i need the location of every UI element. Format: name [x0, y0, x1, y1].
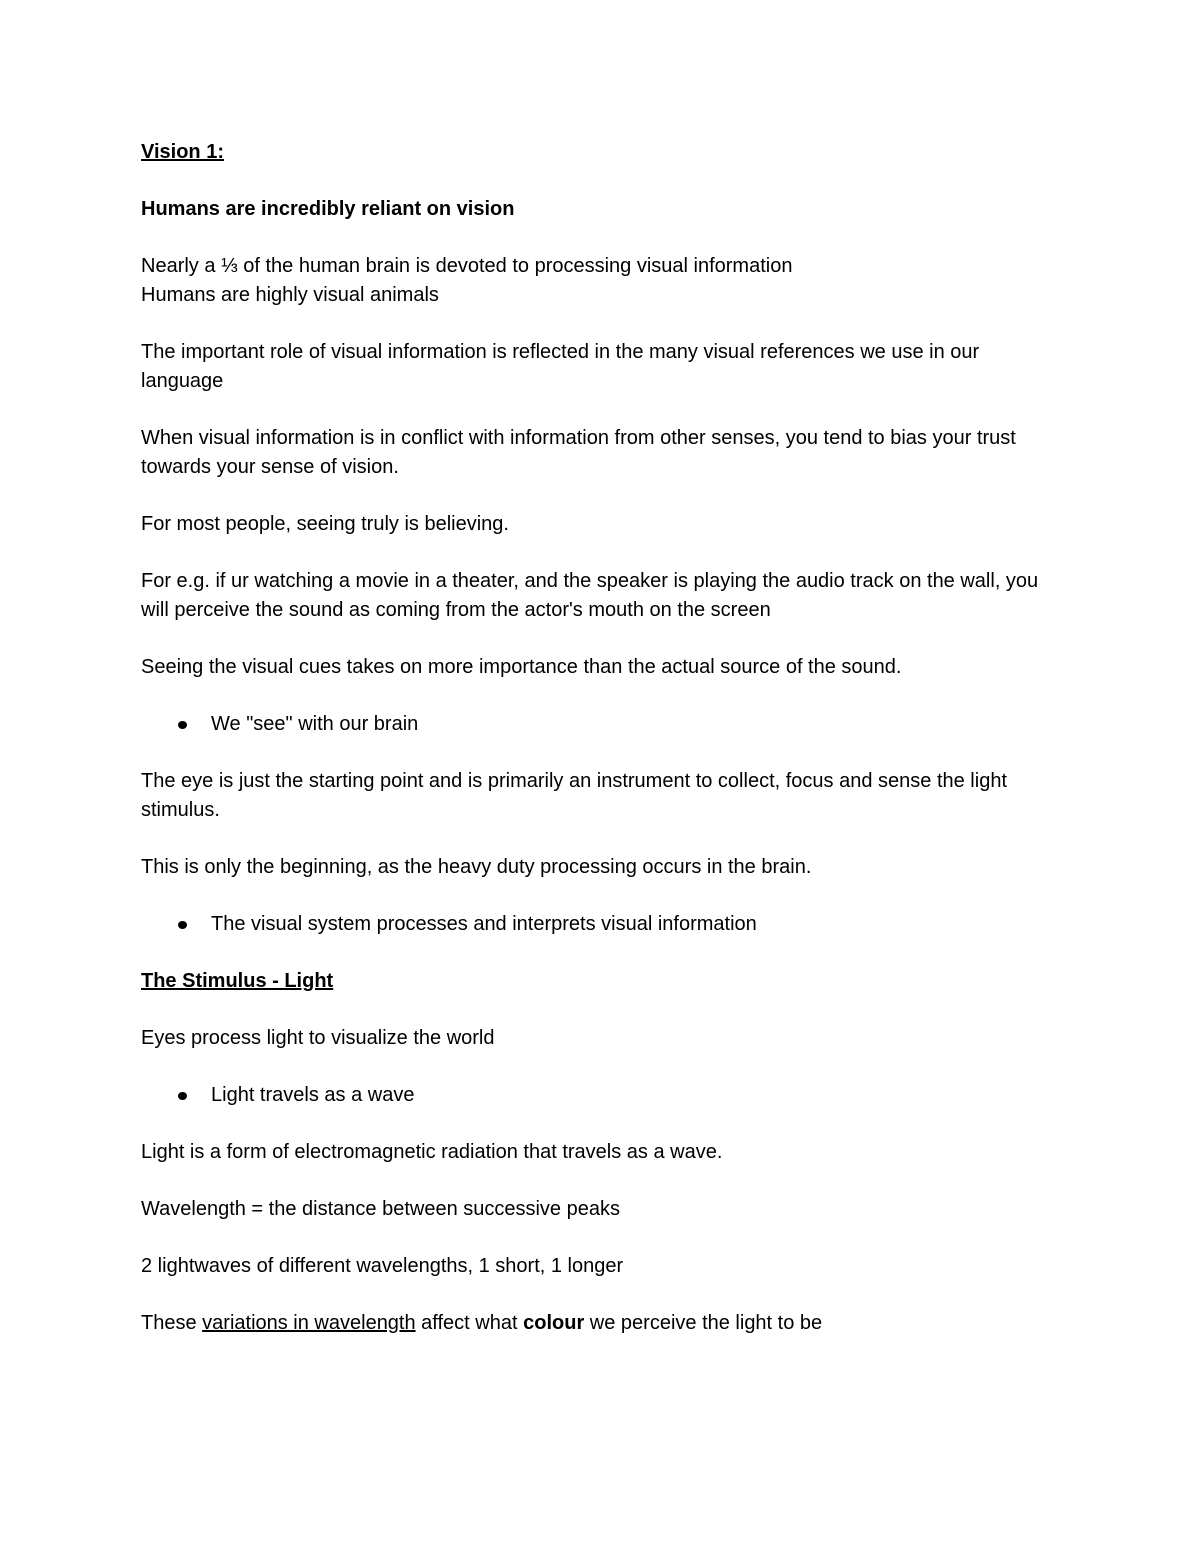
paragraph-heavy-processing: This is only the beginning, as the heavy duty processing occurs in the brain. — [141, 856, 812, 878]
paragraph-visual-cues: Seeing the visual cues takes on more importance than the actual source of the sound. — [141, 656, 902, 678]
bullet-dot-icon — [178, 721, 187, 729]
list-item-text: We "see" with our brain — [211, 713, 419, 735]
text-fragment: we perceive the light to be — [584, 1312, 823, 1334]
paragraph-conflict-senses: When visual information is in conflict with information from other senses, you tend to bias your trust towards your sense of vision. — [141, 427, 1016, 478]
bullet-dot-icon — [178, 1092, 187, 1100]
underlined-phrase: variations in wavelength — [202, 1312, 416, 1334]
paragraph-colour-perception — [141, 1309, 1061, 1338]
paragraph-visual-animals: Humans are highly visual animals — [141, 284, 439, 306]
list-item-text: Light travels as a wave — [211, 1084, 415, 1106]
bullet-dot-icon — [178, 921, 187, 929]
paragraph-two-lightwaves: 2 lightwaves of different wavelengths, 1 short, 1 longer — [141, 1255, 624, 1277]
text-fragment: affect what — [415, 1312, 524, 1334]
bold-word: colour — [523, 1312, 585, 1334]
paragraph-electromagnetic: Light is a form of electromagnetic radiation that travels as a wave. — [141, 1141, 723, 1163]
list-item-light-wave — [141, 1081, 1061, 1110]
paragraph-eyes-process-light: Eyes process light to visualize the world — [141, 1027, 495, 1049]
paragraph-movie-example: For e.g. if ur watching a movie in a theater, and the speaker is playing the audio track on the wall, you will perceive the sound as coming from the actor's mouth on the screen — [141, 570, 1039, 621]
section-heading-reliant-on-vision: Humans are incredibly reliant on vision — [141, 198, 515, 220]
section-heading-stimulus-light: The Stimulus - Light — [141, 970, 334, 992]
list-item-visual-system — [141, 910, 1061, 939]
text-fragment: These — [141, 1312, 203, 1334]
paragraph-eye-starting-point: The eye is just the starting point and is primarily an instrument to collect, focus and sense the light stimulus. — [141, 770, 1007, 821]
list-item-see-with-brain — [141, 710, 1061, 739]
paragraph-brain-devoted: Nearly a ⅓ of the human brain is devoted to processing visual information — [141, 255, 793, 277]
document-page — [141, 138, 1061, 1366]
list-item-text: The visual system processes and interprets visual information — [211, 913, 757, 935]
document-title: Vision 1: — [141, 141, 224, 163]
paragraph-seeing-believing: For most people, seeing truly is believing. — [141, 513, 509, 535]
paragraph-visual-references: The important role of visual information is reflected in the many visual references we use in our language — [141, 341, 980, 392]
paragraph-wavelength-definition: Wavelength = the distance between successive peaks — [141, 1198, 620, 1220]
